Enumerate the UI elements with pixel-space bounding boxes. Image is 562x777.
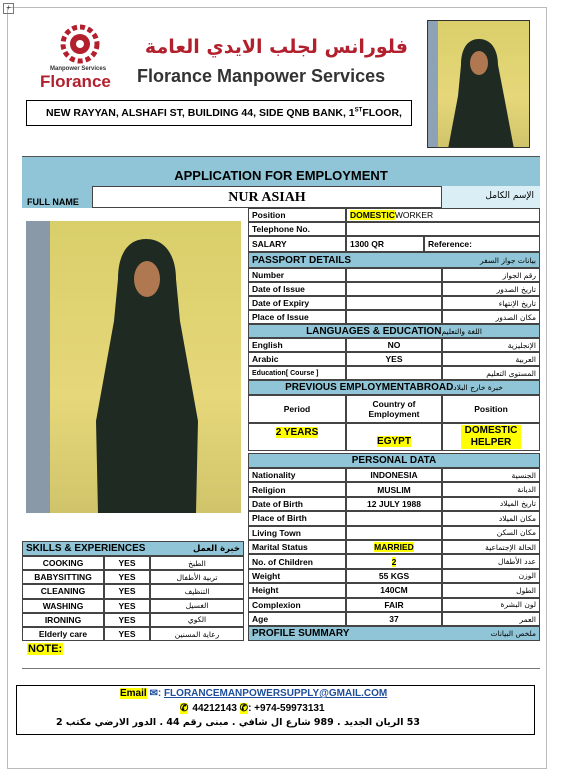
profile-summary-header xyxy=(248,626,540,641)
language-row-value xyxy=(346,366,442,380)
passport-row-value xyxy=(346,282,442,296)
skills-header-ar: خبرة العمل xyxy=(192,543,240,554)
person-full-body-image xyxy=(26,221,241,513)
language-row-label: Education[ Course ] xyxy=(248,366,346,380)
personal-row-value: 55 KGS xyxy=(378,570,410,581)
personal-row-arabic: الطول xyxy=(442,583,540,597)
mobile-icon: ✆ xyxy=(239,703,249,714)
passport-row-arabic: رقم الجواز xyxy=(442,268,540,282)
salary-value: 1300 QR xyxy=(346,236,424,252)
skill-value: YES xyxy=(104,599,150,613)
personal-row-value-cell xyxy=(346,554,442,568)
profile-summary-en: PROFILE SUMMARY xyxy=(252,628,350,639)
employment-period-cell xyxy=(248,423,346,451)
email-icon: ✉: xyxy=(146,688,164,699)
footer-phone-line xyxy=(180,703,325,714)
languages-header-ar: اللغة والتعليم xyxy=(441,326,482,336)
skill-name: IRONING xyxy=(22,613,104,627)
full-name-value: NUR ASIAH xyxy=(92,186,442,208)
personal-row-label: Religion xyxy=(248,482,346,496)
personal-row-value: 37 xyxy=(389,614,399,625)
skill-name: COOKING xyxy=(22,556,104,570)
personal-row-value: 12 JULY 1988 xyxy=(367,498,421,509)
personal-row-arabic: مكان الميلاد xyxy=(442,511,540,525)
employment-country-cell xyxy=(346,423,442,451)
personal-row-value: INDONESIA xyxy=(370,470,418,481)
skill-arabic: الطبخ xyxy=(150,556,244,570)
personal-row-value-cell xyxy=(346,511,442,525)
skill-value: YES xyxy=(104,627,150,641)
skill-arabic: التنظيف xyxy=(150,584,244,598)
telephone-value xyxy=(346,222,540,236)
personal-row-value-cell xyxy=(346,612,442,626)
passport-row-arabic: تاريخ الإنتهاء xyxy=(442,296,540,310)
languages-header-en: LANGUAGES & EDUCATION xyxy=(306,325,442,337)
personal-row-value: 140CM xyxy=(380,585,408,596)
employment-country: EGYPT xyxy=(377,436,411,447)
personal-row-label: Weight xyxy=(248,569,346,583)
personal-row-value-cell xyxy=(346,482,442,496)
skills-header xyxy=(22,541,244,556)
language-row-arabic: العربية xyxy=(442,352,540,366)
passport-row-label: Number xyxy=(248,268,346,282)
languages-header xyxy=(248,324,540,338)
personal-row-value-cell xyxy=(346,468,442,482)
position-value-rest: WORKER xyxy=(394,210,434,220)
address-line xyxy=(46,107,402,119)
language-row-label: English xyxy=(248,338,346,352)
skill-arabic: الكوي xyxy=(150,613,244,627)
personal-row-arabic: عدد الأطفال xyxy=(442,554,540,568)
logo-name: Florance xyxy=(40,72,111,91)
employment-header-en: PREVIOUS EMPLOYMENTABROAD xyxy=(285,382,454,393)
employment-period: 2 YEARS xyxy=(275,427,319,438)
company-name-arabic: فلورانس لجلب الايدي العامة xyxy=(144,36,408,58)
company-name-english: Florance Manpower Services xyxy=(137,66,386,86)
employment-position: DOMESTIC HELPER xyxy=(461,425,521,449)
passport-row-value xyxy=(346,268,442,282)
personal-row-value-cell xyxy=(346,598,442,612)
skill-value: YES xyxy=(104,584,150,598)
skill-arabic: الغسيل xyxy=(150,599,244,613)
salary-label: SALARY xyxy=(248,236,346,252)
skill-arabic: رعاية المسنين xyxy=(150,627,244,641)
personal-row-arabic: الجنسية xyxy=(442,468,540,482)
personal-row-arabic: الديانة xyxy=(442,482,540,496)
person-headshot-image xyxy=(428,21,530,148)
personal-row-value-cell xyxy=(346,583,442,597)
language-row-value: YES xyxy=(346,352,442,366)
personal-row-arabic: مكان السكن xyxy=(442,526,540,540)
telephone-label: Telephone No. xyxy=(248,222,346,236)
skill-value: YES xyxy=(104,556,150,570)
skill-name: WASHING xyxy=(22,599,104,613)
personal-row-label: No. of Children xyxy=(248,554,346,568)
employment-col-period: Period xyxy=(248,395,346,423)
company-logo xyxy=(40,22,120,92)
personal-row-value: 2 xyxy=(391,556,397,567)
personal-row-value: MUSLIM xyxy=(377,484,411,495)
personal-row-label: Place of Birth xyxy=(248,511,346,525)
employment-header xyxy=(248,380,540,395)
position-value-highlight: DOMESTIC xyxy=(350,210,395,220)
personal-row-value-cell xyxy=(346,540,442,554)
language-row-arabic: المستوى التعليم xyxy=(442,366,540,380)
personal-row-label: Living Town xyxy=(248,526,346,540)
personal-row-value: MARRIED xyxy=(374,542,414,553)
personal-row-value-cell xyxy=(346,497,442,511)
personal-row-arabic: العمر xyxy=(442,612,540,626)
employment-col-position: Position xyxy=(442,395,540,423)
headshot-photo xyxy=(427,20,530,148)
personal-row-label: Complexion xyxy=(248,598,346,612)
employment-header-ar: خبرة خارج البلاد xyxy=(453,383,503,392)
email-address: FLORANCEMANPOWERSUPPLY@GMAIL.COM xyxy=(163,688,388,699)
skill-name: BABYSITTING xyxy=(22,570,104,584)
note-label: NOTE: xyxy=(28,643,63,655)
position-label: Position xyxy=(248,208,346,222)
personal-row-value-cell xyxy=(346,526,442,540)
footer-email-line xyxy=(120,688,387,699)
note-divider xyxy=(22,668,540,669)
skills-header-en: SKILLS & EXPERIENCES xyxy=(26,543,146,554)
personal-row-value: FAIR xyxy=(384,599,404,610)
passport-row-label: Date of Expiry xyxy=(248,296,346,310)
footer-address-ar: 53 الريان الجديد . 989 شارع ال شافي . مبنى رقم 44 . الدور الارضي مكتب 2 xyxy=(56,717,420,728)
personal-row-value-cell xyxy=(346,569,442,583)
language-row-label: Arabic xyxy=(248,352,346,366)
skill-value: YES xyxy=(104,613,150,627)
employment-col-country: Country of Employment xyxy=(346,395,442,423)
phone-2: : +974-59973131 xyxy=(248,703,325,714)
address-sup: ST xyxy=(354,107,363,114)
reference-label: Reference: xyxy=(424,236,540,252)
personal-row-arabic: الوزن xyxy=(442,569,540,583)
personal-row-label: Height xyxy=(248,583,346,597)
employment-position-cell xyxy=(442,423,540,451)
full-name-label: FULL NAME xyxy=(22,186,92,208)
personal-row-label: Date of Birth xyxy=(248,497,346,511)
skill-arabic: تربية الأطفال xyxy=(150,570,244,584)
passport-header xyxy=(248,252,540,268)
address-end: FLOOR, xyxy=(362,107,402,119)
personal-row-label: Age xyxy=(248,612,346,626)
phone-1: 44212143 xyxy=(192,703,237,714)
move-handle-icon[interactable]: + xyxy=(3,3,14,14)
form-title: APPLICATION FOR EMPLOYMENT xyxy=(22,156,540,186)
logo-subtitle: Manpower Services xyxy=(50,66,107,72)
personal-row-label: Marital Status xyxy=(248,540,346,554)
personal-header: PERSONAL DATA xyxy=(248,453,540,468)
profile-summary-ar: ملخص البيانات xyxy=(490,629,536,638)
personal-row-arabic: الحالة الإجتماعية xyxy=(442,540,540,554)
personal-row-arabic: تاريخ الميلاد xyxy=(442,497,540,511)
passport-row-value xyxy=(346,296,442,310)
phone-icon: ✆ xyxy=(180,703,189,714)
position-value xyxy=(346,208,540,222)
skill-value: YES xyxy=(104,570,150,584)
personal-row-arabic: لون البشرة xyxy=(442,598,540,612)
skill-name: Elderly care xyxy=(22,627,104,641)
language-row-value: NO xyxy=(346,338,442,352)
passport-row-arabic: تاريخ الصدور xyxy=(442,282,540,296)
passport-header-en: PASSPORT DETAILS xyxy=(252,254,352,266)
language-row-arabic: الإنجليزية xyxy=(442,338,540,352)
passport-header-ar: بيانات جواز السفر xyxy=(479,255,536,265)
passport-row-value xyxy=(346,310,442,324)
passport-row-label: Date of Issue xyxy=(248,282,346,296)
passport-row-label: Place of Issue xyxy=(248,310,346,324)
passport-row-arabic: مكان الصدور xyxy=(442,310,540,324)
email-label: Email xyxy=(120,688,147,699)
full-name-label-ar: الإسم الكامل xyxy=(442,186,540,208)
personal-row-label: Nationality xyxy=(248,468,346,482)
full-body-photo xyxy=(26,221,241,513)
skill-name: CLEANING xyxy=(22,584,104,598)
address-main: NEW RAYYAN, ALSHAFI ST, BUILDING 44, SIDE QNB BANK, 1 xyxy=(46,107,355,119)
